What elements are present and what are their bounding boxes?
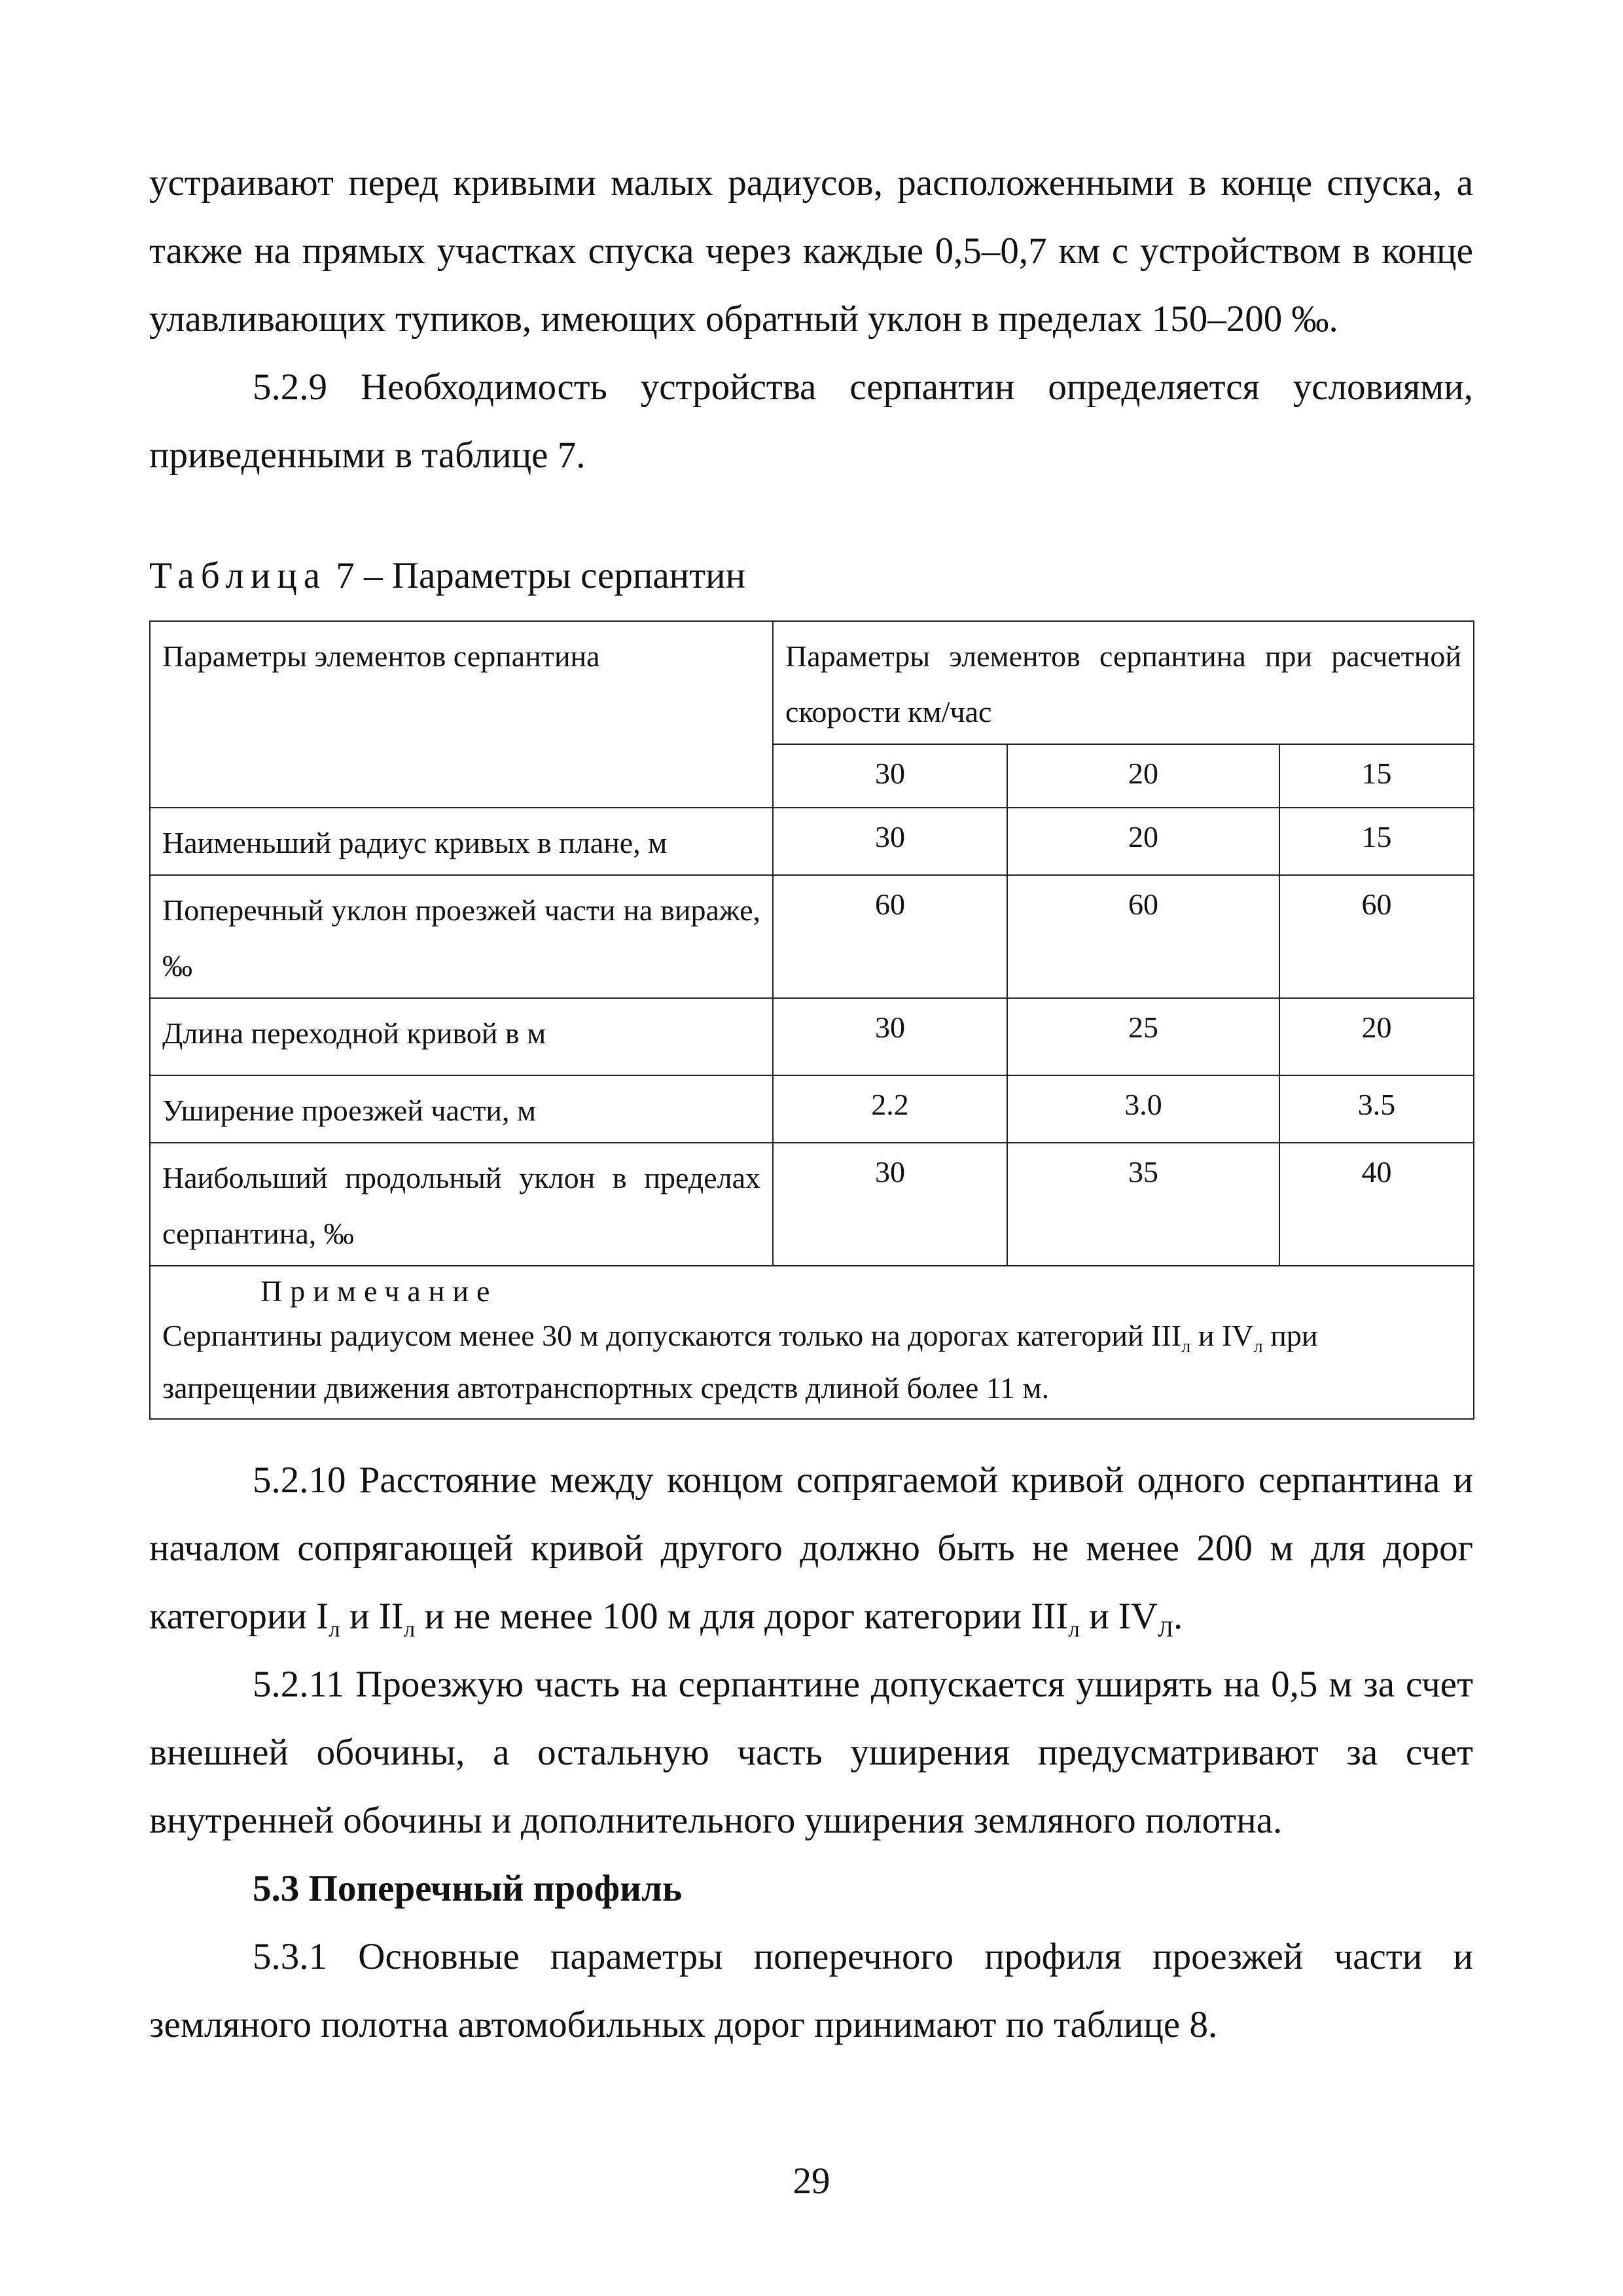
table-caption-word: Таблица <box>149 555 327 596</box>
table-cell: 40 <box>1279 1143 1474 1266</box>
paragraph-continuation: устраивают перед кривыми малых радиусов, расположенными в конце спуска, а также на прямых участках спуска через каждые 0,5–0,7 км с устройством в конце улавливающих тупиков, имеющих обратный уклон в пределах 150–200 ‰. <box>149 162 1473 340</box>
paragraph-5-3-1: 5.3.1 Основные параметры поперечного профиля проезжей части и земляного полотна автомобильных дорог принимают по таблице 8. <box>149 1936 1473 2045</box>
speed-20: 20 <box>1007 744 1279 808</box>
table-row <box>150 808 1474 875</box>
row-label: Уширение проезжей части, м <box>150 1075 773 1143</box>
table-header-row <box>150 621 1474 744</box>
table-row <box>150 1143 1474 1266</box>
top-text <box>149 149 1473 490</box>
table-cell: 30 <box>773 1143 1007 1266</box>
paragraph-5-2-10: 5.2.10 Расстояние между концом сопрягаемой кривой одного серпантина и началом сопрягающей кривой другого должно быть не менее 200 м для дорог категории $I_л$ и $II_л$ и не менее 100 м для дорог категории $III_л$ и $IV_Л$. <box>149 1460 1473 1642</box>
table-row <box>150 998 1474 1075</box>
table-caption-title: 7 – Параметры серпантин <box>336 555 746 596</box>
table-caption <box>149 550 745 602</box>
table-cell: 25 <box>1007 998 1279 1075</box>
header-parameters: Параметры элементов серпантина <box>150 621 773 808</box>
table-cell: 60 <box>1007 875 1279 998</box>
table-note <box>150 1266 1474 1419</box>
header-speed-group: Параметры элементов серпантина при расчетной скорости км/час <box>773 621 1474 744</box>
note-body: Серпантины радиусом менее 30 м допускаются только на дорогах категорий $III_л$ и $IV_л$ при запрещении движения автотранспортных средств длиной более 11 м. <box>162 1319 1318 1405</box>
table-row <box>150 1075 1474 1143</box>
table-cell: 60 <box>773 875 1007 998</box>
row-label: Поперечный уклон проезжей части на вираже, ‰ <box>150 875 773 998</box>
table-cell: 20 <box>1007 808 1279 875</box>
speed-15: 15 <box>1279 744 1474 808</box>
section-heading: 5.3 Поперечный профиль <box>253 1868 683 1909</box>
table-cell: 20 <box>1279 998 1474 1075</box>
note-title: Примечание <box>260 1274 498 1308</box>
table-cell: 35 <box>1007 1143 1279 1266</box>
row-label: Наибольший продольный уклон в пределах серпантина, ‰ <box>150 1143 773 1266</box>
table-cell: 3.0 <box>1007 1075 1279 1143</box>
serpentine-parameters-table <box>149 620 1474 1420</box>
table-cell: 3.5 <box>1279 1075 1474 1143</box>
table-note-row <box>150 1266 1474 1419</box>
table-cell: 15 <box>1279 808 1474 875</box>
paragraph-5-2-11: 5.2.11 Проезжую часть на серпантине допускается уширять на 0,5 м за счет внешней обочины, а остальную часть уширения предусматривают за счет внутренней обочины и дополнительного уширения земляного полотна. <box>149 1664 1473 1841</box>
row-label: Наименьший радиус кривых в плане, м <box>150 808 773 875</box>
table-row <box>150 875 1474 998</box>
table-cell: 60 <box>1279 875 1474 998</box>
row-label: Длина переходной кривой в м <box>150 998 773 1075</box>
bottom-text <box>149 1446 1473 2059</box>
paragraph-5-2-9: 5.2.9 Необходимость устройства серпантин определяется условиями, приведенными в таблице 7. <box>149 367 1473 476</box>
table-cell: 30 <box>773 808 1007 875</box>
page-number: 29 <box>793 2161 830 2202</box>
speed-30: 30 <box>773 744 1007 808</box>
table-cell: 2.2 <box>773 1075 1007 1143</box>
table-cell: 30 <box>773 998 1007 1075</box>
